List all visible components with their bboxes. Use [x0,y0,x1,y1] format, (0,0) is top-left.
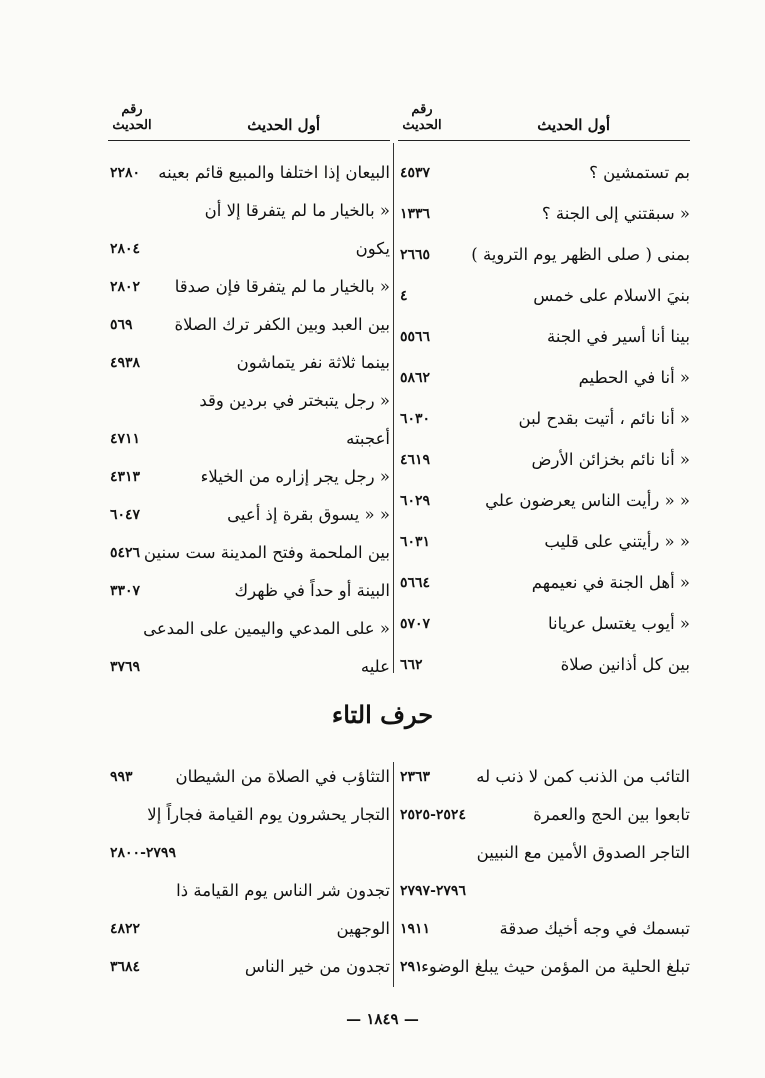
entry-text: « « رأيت الناس يعرضون علي [485,491,690,510]
right-column-header [398,90,690,141]
entry-number: ١٣٣٦ [400,206,431,222]
index-entry [108,348,390,378]
index-entry [398,914,690,944]
entry-number: ٢٥٢٤-٢٥٢٥ [400,807,466,823]
index-entry [108,652,390,682]
entry-text: عليه [360,657,390,676]
entry-text: تابعوا بين الحج والعمرة [533,805,690,824]
entry-number: ٣٧٦٩ [110,659,141,675]
column-divider [393,762,394,987]
index-entry [108,196,390,226]
entry-text: التائب من الذنب كمن لا ذنب له [476,767,690,786]
index-entry [398,363,690,393]
entry-text: « أنا نائم بخزائن الأرض [531,450,690,469]
entry-text: بين العبد وبين الكفر ترك الصلاة [174,315,390,334]
index-entry [398,240,690,270]
entry-text: « بالخيار ما لم يتفرقا إلا أن [204,201,390,220]
index-entry [398,527,690,557]
entry-text: « أيوب يغتسل عريانا [548,614,690,633]
entry-number: ٤٦١٩ [400,452,431,468]
entry-number: ٢٣٦٣ [400,769,431,785]
entry-number: ٤٧١١ [110,431,141,447]
index-entry [398,322,690,352]
entry-text: تجدون شر الناس يوم القيامة ذا [176,881,390,900]
entry-text: تبسمك في وجه أخيك صدقة [499,919,690,938]
section-title: حرف التاء [331,700,434,729]
entry-number: ٦٠٤٧ [110,507,141,523]
index-entry [398,876,690,906]
index-entry [398,445,690,475]
entry-number: ٤٩٣٨ [110,355,141,371]
index-entry [108,576,390,606]
index-entry [108,800,390,830]
header-hadith-number: رقم الحديث [402,102,442,133]
entry-text: التثاؤب في الصلاة من الشيطان [175,767,390,786]
entry-text: تبلغ الحلية من المؤمن حيث يبلغ الوضوء [421,957,690,976]
header-first-words: أول الحديث [537,116,610,134]
header-first-words: أول الحديث [247,116,320,134]
entry-text: « أهل الجنة في نعيمهم [531,573,690,592]
entry-text: تجدون من خير الناس [244,957,390,976]
index-entry [398,486,690,516]
entry-number: ٣٦٨٤ [110,959,141,975]
index-entry [108,914,390,944]
entry-text: بينما ثلاثة نفر يتماشون [236,353,390,372]
entry-number: ٢٧٩٩-٢٨٠٠ [110,845,176,861]
index-entry [398,199,690,229]
entry-text: « رجل يجر إزاره من الخيلاء [200,467,390,486]
entry-number: ٢٦٦٥ [400,247,431,263]
entry-number: ٦٠٣١ [400,534,431,550]
index-entry [398,650,690,680]
entry-text: بم تستمشين ؟ [589,163,690,182]
entry-text: الوجهين [336,919,390,938]
index-entry [398,609,690,639]
entry-text: بين كل أذانين صلاة [560,655,690,674]
entry-text: « بالخيار ما لم يتفرقا فإن صدقا [174,277,390,296]
entry-text: يكون [355,239,390,258]
entry-number: ٤٨٢٢ [110,921,141,937]
entry-number: ٢٢٨٠ [110,165,141,181]
entry-number: ٤٣١٣ [110,469,141,485]
entry-number: ٦٠٢٩ [400,493,431,509]
entry-text: « « رأيتني على قليب [544,532,690,551]
index-entry [108,310,390,340]
entry-number: ٥٦٦٤ [400,575,431,591]
entry-text: « على المدعي واليمين على المدعى [143,619,390,638]
index-entry [108,462,390,492]
index-entry [398,158,690,188]
entry-number: ٤٥٣٧ [400,165,431,181]
entry-number: ٥٧٠٧ [400,616,431,632]
entry-number: ١٩١١ [400,921,431,937]
index-entry [108,614,390,644]
entry-text: البينة أو حداً في ظهرك [234,581,390,600]
entry-text: بين الملحمة وفتح المدينة ست سنين [143,543,390,562]
page-number: — ١٨٤٩ — [346,1010,419,1028]
entry-text: « « يسوق بقرة إذ أعيى [227,505,390,524]
index-entry [108,952,390,982]
entry-number: ٥٦٩ [110,317,133,333]
index-entry [108,158,390,188]
entry-number: ٦٦٢ [400,657,423,673]
entry-number: ٣٣٠٧ [110,583,141,599]
index-entry [108,762,390,792]
entry-number: ٥٨٦٢ [400,370,431,386]
entry-number: ٥٤٢٦ [110,545,141,561]
entry-text: « أنا نائم ، أتيت بقدح لبن [518,409,690,428]
entry-text: أعجبته [346,429,390,448]
entry-number: ٦٠٣٠ [400,411,431,427]
index-entry [108,424,390,454]
header-hadith-number: رقم الحديث [112,102,152,133]
entry-text: بمنى ( صلى الظهر يوم التروية ) [471,245,690,264]
entry-text: « سبقتني إلى الجنة ؟ [541,204,690,223]
entry-text: بينا أنا أسير في الجنة [547,327,690,346]
entry-number: ٩٩٣ [110,769,133,785]
entry-text: التجار يحشرون يوم القيامة فجاراً إلا [147,805,390,824]
index-entry [108,876,390,906]
index-entry [398,800,690,830]
entry-text: بنيَ الاسلام على خمس [533,286,690,305]
index-entry [398,838,690,868]
entry-text: « أنا في الحطيم [578,368,690,387]
entry-text: « رجل يتبختر في بردين وقد [199,391,390,410]
entry-number: ٥٥٦٦ [400,329,431,345]
index-entry [108,838,390,868]
entry-number: ٢٩١ [400,959,423,975]
index-entry [398,952,690,982]
index-entry [398,404,690,434]
entry-number: ٢٧٩٦-٢٧٩٧ [400,883,466,899]
index-entry [398,281,690,311]
index-entry [108,500,390,530]
entry-number: ٢٨٠٤ [110,241,141,257]
index-entry [398,762,690,792]
entry-text: البيعان إذا اختلفا والمبيع قائم بعينه [158,163,390,182]
index-entry [108,234,390,264]
entry-number: ٤ [400,288,408,304]
entry-text: التاجر الصدوق الأمين مع النبيين [476,843,690,862]
index-entry [108,538,390,568]
index-entry [108,272,390,302]
left-column-header [108,90,390,141]
index-entry [108,386,390,416]
entry-number: ٢٨٠٢ [110,279,141,295]
column-divider [393,143,394,673]
index-entry [398,568,690,598]
